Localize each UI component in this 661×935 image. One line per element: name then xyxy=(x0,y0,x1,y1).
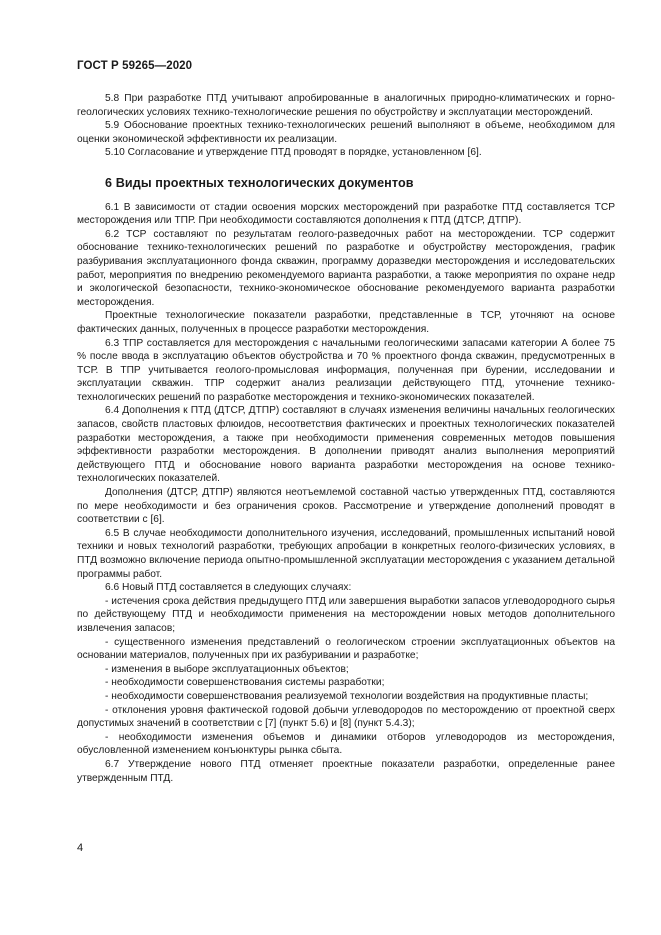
paragraph-6-1: 6.1 В зависимости от стадии освоения морских месторождений при разработке ПТД составляется ТСР месторождения или ТПР. При необходимости составляются дополнения к ПТД (ДТСР, ДТПР). xyxy=(77,201,615,227)
paragraph-5-10: 5.10 Согласование и утверждение ПТД проводят в порядке, установленном [6]. xyxy=(105,147,482,159)
paragraph-6-4: 6.4 Дополнения к ПТД (ДТСР, ДТПР) составляют в случаях изменения величины начальных геологических запасов, свойств пластовых флюидов, несоответствия фактических и проектных технологических показателей разработки месторождения, а также при необходимости применения современных методов повышения эффективности разработки месторождения. В дополнении приводят анализ выполнения мероприятий действующего ПТД и обоснование нового варианта разработки месторождения на основе технико-технологических показателей. xyxy=(77,405,615,485)
list-item: - отклонения уровня фактической годовой добычи углеводородов по месторождению от проектной сверх допустимых значений в соответствии с [7] (пункт 5.6) и [8] (пункт 5.4.3); xyxy=(77,704,615,730)
paragraph-6-5: 6.5 В случае необходимости дополнительного изучения, исследований, промышленных испытаний новой техники и новых технологий разработки, требующих апробации в конкретных геолого-физических условиях, в ПТД возможно включение периода опытно-промышленной эксплуатации месторождения с указанием детальной программы работ. xyxy=(77,527,615,580)
list-item: - существенного изменения представлений о геологическом строении эксплуатационных объектов на основании материалов, полученных при их разбуривании и разработке; xyxy=(77,636,615,662)
paragraph-6-2-note: Проектные технологические показатели разработки, представленные в ТСР, уточняют на основе фактических данных, полученных в процессе разработки месторождения. xyxy=(77,310,615,335)
paragraph-5-9: 5.9 Обоснование проектных технико-технологических решений выполняют в объеме, необходимом для оценки экономической эффективности их реализации. xyxy=(77,120,615,145)
paragraph-6-2: 6.2 ТСР составляют по результатам геолого-разведочных работ на месторождении. ТСР содержит обоснование технико-технологических решений по разработке и обустройству месторождения, график разбуривания эксплуатационного фонда скважин, программу доразведки месторождения и исследовательских работ, мероприятия по внедрению рекомендуемого варианта разработки, а также мероприятия по охране недр и экологической безопасности, технико-экономическое обоснование рекомендуемого варианта разработки месторождения. xyxy=(77,228,615,308)
section-heading: 6 Виды проектных технологических документов xyxy=(105,175,414,190)
list-item: - истечения срока действия предыдущего ПТД или завершения выработки запасов углеводородного сырья по действующему ПТД и необходимости применения на месторождении новых методов дополнительного извлечения запасов; xyxy=(77,595,615,634)
page-number: 4 xyxy=(77,842,84,854)
page-body xyxy=(77,92,615,785)
paragraph-6-4-note: Дополнения (ДТСР, ДТПР) являются неотъемлемой составной частью утвержденных ПТД, составляются по мере необходимости и без ограничения сроков. Рассмотрение и утверждение дополнений проводят в соответствии с [6]. xyxy=(77,487,615,526)
list-item: - необходимости изменения объемов и динамики отборов углеводородов из месторождения, обусловленной изменением конъюнктуры рынка сбыта. xyxy=(77,731,615,757)
paragraph-5-8: 5.8 При разработке ПТД учитывают апробированные в аналогичных природно-климатических и горно-геологических условиях технико-технологические решения по обустройству и эксплуатации месторождений. xyxy=(77,93,615,118)
paragraph-6-6: 6.6 Новый ПТД составляется в следующих случаях: xyxy=(105,582,352,594)
paragraph-6-7: 6.7 Утверждение нового ПТД отменяет проектные показатели разработки, определенные ранее утвержденным ПТД. xyxy=(77,758,615,784)
list-item: - необходимости совершенствования реализуемой технологии воздействия на продуктивные пласты; xyxy=(105,690,589,702)
list-item: - изменения в выборе эксплуатационных объектов; xyxy=(105,663,349,675)
document-header: ГОСТ Р 59265—2020 xyxy=(77,60,193,72)
paragraph-6-3: 6.3 ТПР составляется для месторождения с начальными геологическими запасами категории А более 75 % после ввода в эксплуатацию объектов обустройства и 70 % проектного фонда скважин, предусмотренных в ТСР. В ТПР учитывается геолого-промысловая информация, полученная при бурении, исследовании и эксплуатации скважин. ТПР содержит анализ реализации действующего ПТД, уточнение технико-технологических решений по разработке месторождения и технико-экономических показателей. xyxy=(77,337,615,403)
list-item: - необходимости совершенствования системы разработки; xyxy=(105,677,385,689)
